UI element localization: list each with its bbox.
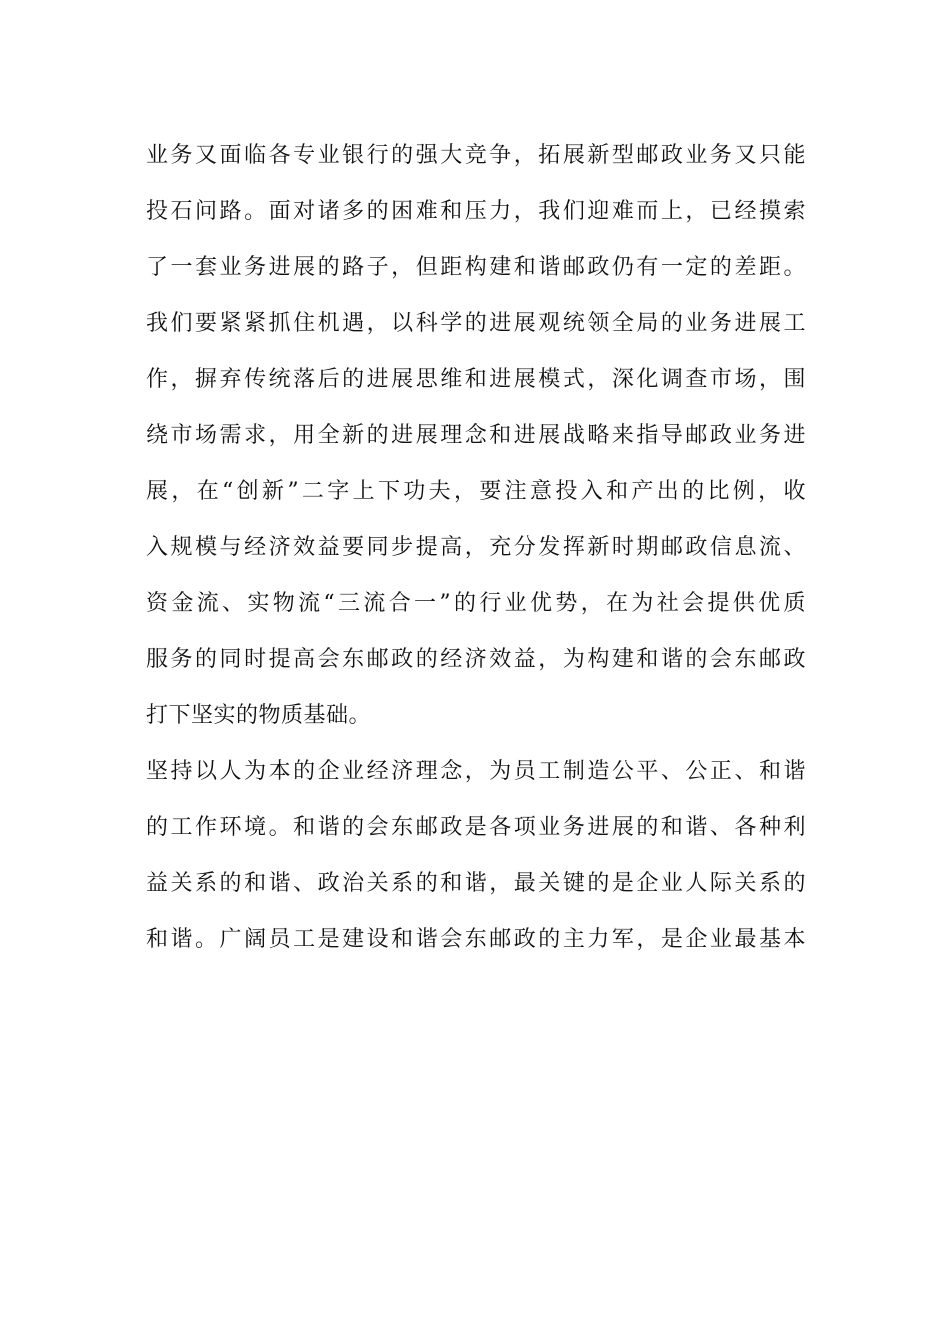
text-line: 和谐。广阔员工是建设和谐会东邮政的主力军，是企业最基本 <box>146 927 806 952</box>
text-line: 作，摒弃传统落后的进展思维和进展模式，深化调查市场，围 <box>146 367 806 392</box>
text-line: 我们要紧紧抓住机遇，以科学的进展观统领全局的业务进展工 <box>146 311 806 336</box>
paragraph-1 <box>146 128 806 744</box>
text-line: 资金流、实物流“三流合一”的行业优势，在为社会提供优质 <box>146 591 806 616</box>
text-line: 业务又面临各专业银行的强大竞争，拓展新型邮政业务又只能 <box>146 143 806 168</box>
text-line: 坚持以人为本的企业经济理念，为员工制造公平、公正、和谐 <box>146 759 806 784</box>
text-line: 入规模与经济效益要同步提高，充分发挥新时期邮政信息流、 <box>146 535 806 560</box>
text-line: 的工作环境。和谐的会东邮政是各项业务进展的和谐、各种利 <box>146 815 806 840</box>
text-line: 服务的同时提高会东邮政的经济效益，为构建和谐的会东邮政 <box>146 647 806 672</box>
text-line: 投石问路。面对诸多的困难和压力，我们迎难而上，已经摸索 <box>146 199 806 224</box>
paragraph-2 <box>146 744 806 968</box>
text-line: 打下坚实的物质基础。 <box>146 703 372 728</box>
text-line: 展，在“创新”二字上下功夫，要注意投入和产出的比例，收 <box>146 479 806 504</box>
text-line: 绕市场需求，用全新的进展理念和进展战略来指导邮政业务进 <box>146 423 806 448</box>
text-line: 益关系的和谐、政治关系的和谐，最关键的是企业人际关系的 <box>146 871 806 896</box>
document-body <box>146 128 806 968</box>
text-line: 了一套业务进展的路子，但距构建和谐邮政仍有一定的差距。 <box>146 255 806 280</box>
